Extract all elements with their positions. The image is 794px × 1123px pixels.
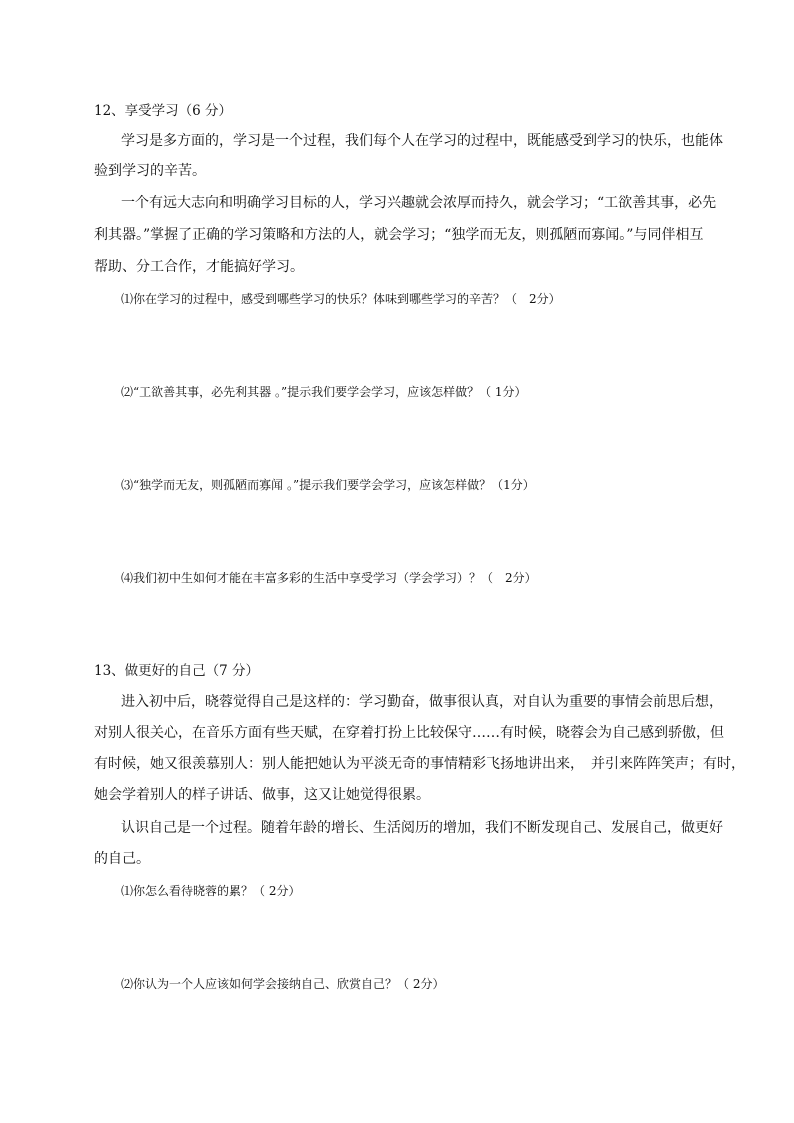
q12-subquestion-1: ⑴你在学习的过程中，感受到哪些学习的快乐？体味到哪些学习的辛苦？（ 2分） <box>121 292 561 306</box>
q13-paragraph-1-line-4: 她会学着别人的样子讲话、做事，这又让她觉得很累。 <box>94 787 430 803</box>
q12-subquestion-2: ⑵“工欲善其事，必先利其器 。”提示我们要学会学习，应该怎样做？（ 1分） <box>121 385 527 399</box>
q13-paragraph-1-line-1: 进入初中后，晓蓉觉得自己是这样的：学习勤奋，做事很认真，对自认为重要的事情会前思后想， <box>121 694 723 710</box>
q12-paragraph-2-line-3: 帮助、分工合作，才能搞好学习。 <box>94 259 304 275</box>
q13-paragraph-1-line-3: 有时候，她又很羡慕别人：别人能把她认为平淡无奇的事情精彩飞扬地讲出来， 并引来阵阵笑声；有时， <box>94 756 745 772</box>
q13-subquestion-2: ⑵你认为一个人应该如何学会接纳自己、欣赏自己？（ 2分） <box>121 977 445 991</box>
q13-paragraph-1-line-2: 对别人很关心，在音乐方面有些天赋，在穿着打扮上比较保守……有时候，晓蓉会为自己感到骄傲，但 <box>94 725 724 741</box>
q12-paragraph-1-line-2: 验到学习的辛苦。 <box>94 163 206 179</box>
q13-paragraph-2-line-1: 认识自己是一个过程。随着年龄的增长、生活阅历的增加，我们不断发现自己、发展自己，做更好 <box>121 820 723 836</box>
q13-paragraph-2-line-2: 的自己。 <box>94 851 150 867</box>
q12-paragraph-2-line-2: 利其器。”掌握了正确的学习策略和方法的人，就会学习；“独学而无友，则孤陋而寡闻。”与同伴相互 <box>94 227 704 243</box>
question-12-heading: 12、享受学习（6 分） <box>94 103 233 119</box>
q12-paragraph-2-line-1: 一个有远大志向和明确学习目标的人，学习兴趣就会浓厚而持久，就会学习；“工欲善其事，必先 <box>121 195 717 211</box>
question-13-heading: 13、做更好的自己（7 分） <box>94 663 260 679</box>
q12-subquestion-4: ⑷我们初中生如何才能在丰富多彩的生活中享受学习（学会学习）？（ 2分） <box>121 571 537 585</box>
q12-paragraph-1-line-1: 学习是多方面的，学习是一个过程，我们每个人在学习的过程中，既能感受到学习的快乐，也能体 <box>121 133 723 149</box>
q12-subquestion-3: ⑶“独学而无友，则孤陋而寡闻 。”提示我们要学会学习，应该怎样做？（1分） <box>121 478 535 492</box>
q13-subquestion-1: ⑴你怎么看待晓蓉的累？（ 2分） <box>121 884 301 898</box>
